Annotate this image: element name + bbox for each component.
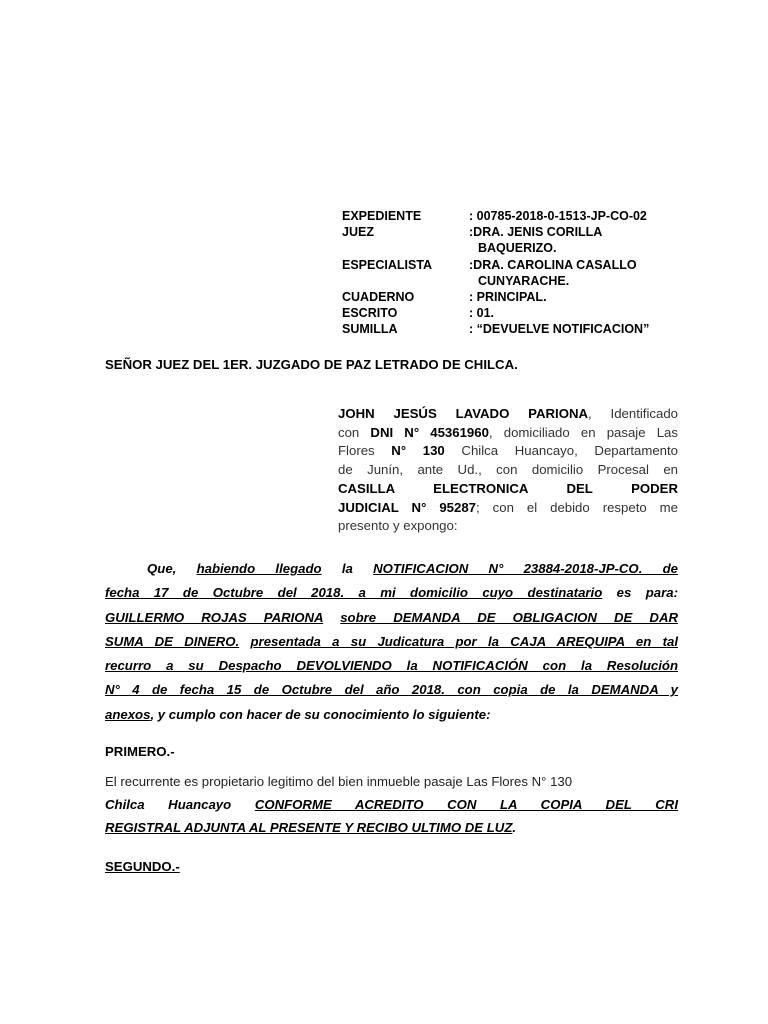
header-value: :DRA. JENIS CORILLA (469, 225, 603, 240)
header-label: EXPEDIENTE (342, 209, 422, 223)
intro-line: de Junín, ante Ud., con domicilio Procesal en (338, 462, 678, 478)
casilla-electronica: CASILLA ELECTRONICA DEL PODER (338, 480, 678, 496)
header-label: CUADERNO (342, 290, 415, 305)
header-row-expediente (342, 208, 682, 224)
header-value: : 00785-2018-0-1513-JP-CO-02 (469, 209, 647, 223)
paragraph-line: anexos, y cumplo con hacer de su conocimiento lo siguiente: (105, 706, 491, 722)
header-row-cuaderno (342, 289, 682, 305)
petitioner-name: JOHN JESÚS LAVADO PARIONA (338, 406, 589, 421)
header-value: : PRINCIPAL. (469, 290, 547, 305)
header-label: ESCRITO (342, 306, 398, 321)
section-heading-segundo: SEGUNDO.- (105, 859, 180, 874)
petitioner-intro (338, 405, 678, 536)
dni-number: DNI N° 45361960 (370, 424, 489, 440)
header-row-juez-cont (342, 240, 682, 256)
header-row-especialista-cont (342, 273, 682, 289)
header-value-continuation: BAQUERIZO. (478, 241, 557, 256)
intro-line: JUDICIAL N° 95287; con el debido respeto me (338, 499, 678, 515)
intro-line: con DNI N° 45361960, domiciliado en pasaje Las (338, 424, 678, 440)
addressee-line: SEÑOR JUEZ DEL 1ER. JUZGADO DE PAZ LETRADO DE CHILCA. (105, 357, 518, 372)
header-row-sumilla (342, 321, 682, 337)
paragraph-line: fecha 17 de Octubre del 2018. a mi domicilio cuyo destinatario es para: (105, 585, 678, 601)
header-value: :DRA. CAROLINA CASALLO (469, 257, 637, 272)
header-row-especialista (342, 257, 682, 273)
paragraph-line: SUMA DE DINERO. presentada a su Judicatura por la CAJA AREQUIPA en tal (105, 633, 678, 649)
paragraph-line: REGISTRAL ADJUNTA AL PRESENTE Y RECIBO ULTIMO DE LUZ. (105, 820, 517, 835)
paragraph-line: N° 4 de fecha 15 de Octubre del año 2018. con copia de la DEMANDA y (105, 682, 678, 698)
main-paragraph (105, 557, 678, 727)
intro-line (338, 480, 678, 499)
intro-line: JOHN JESÚS LAVADO PARIONA, Identificado (338, 406, 678, 421)
paragraph-line: Chilca Huancayo CONFORME ACREDITO CON LA COPIA DEL CRI (105, 797, 678, 812)
header-value-continuation: CUNYARACHE. (478, 273, 570, 288)
header-label: SUMILLA (342, 322, 398, 337)
header-value: : “DEVUELVE NOTIFICACION” (469, 322, 650, 337)
header-label: JUEZ (342, 225, 374, 240)
case-header (342, 208, 682, 338)
primero-paragraph (105, 770, 678, 839)
section-heading-primero: PRIMERO.- (105, 744, 175, 759)
header-label: ESPECIALISTA (342, 257, 433, 272)
paragraph-line: recurro a su Despacho DEVOLVIENDO la NOTIFICACIÓN con la Resolución (105, 658, 678, 674)
header-value: : 01. (469, 306, 495, 321)
header-row-juez (342, 224, 682, 240)
header-row-escrito (342, 305, 682, 321)
paragraph-line: Que, habiendo llegado la NOTIFICACION N° 23884-2018-JP-CO. de (147, 561, 678, 576)
intro-line: presento y expongo: (338, 518, 458, 534)
paragraph-line: El recurrente es propietario legitimo del bien inmueble pasaje Las Flores N° 130 (105, 774, 573, 789)
paragraph-line: GUILLERMO ROJAS PARIONA sobre DEMANDA DE OBLIGACION DE DAR (105, 609, 678, 625)
intro-line: Flores N° 130 Chilca Huancayo, Departamento (338, 443, 678, 459)
